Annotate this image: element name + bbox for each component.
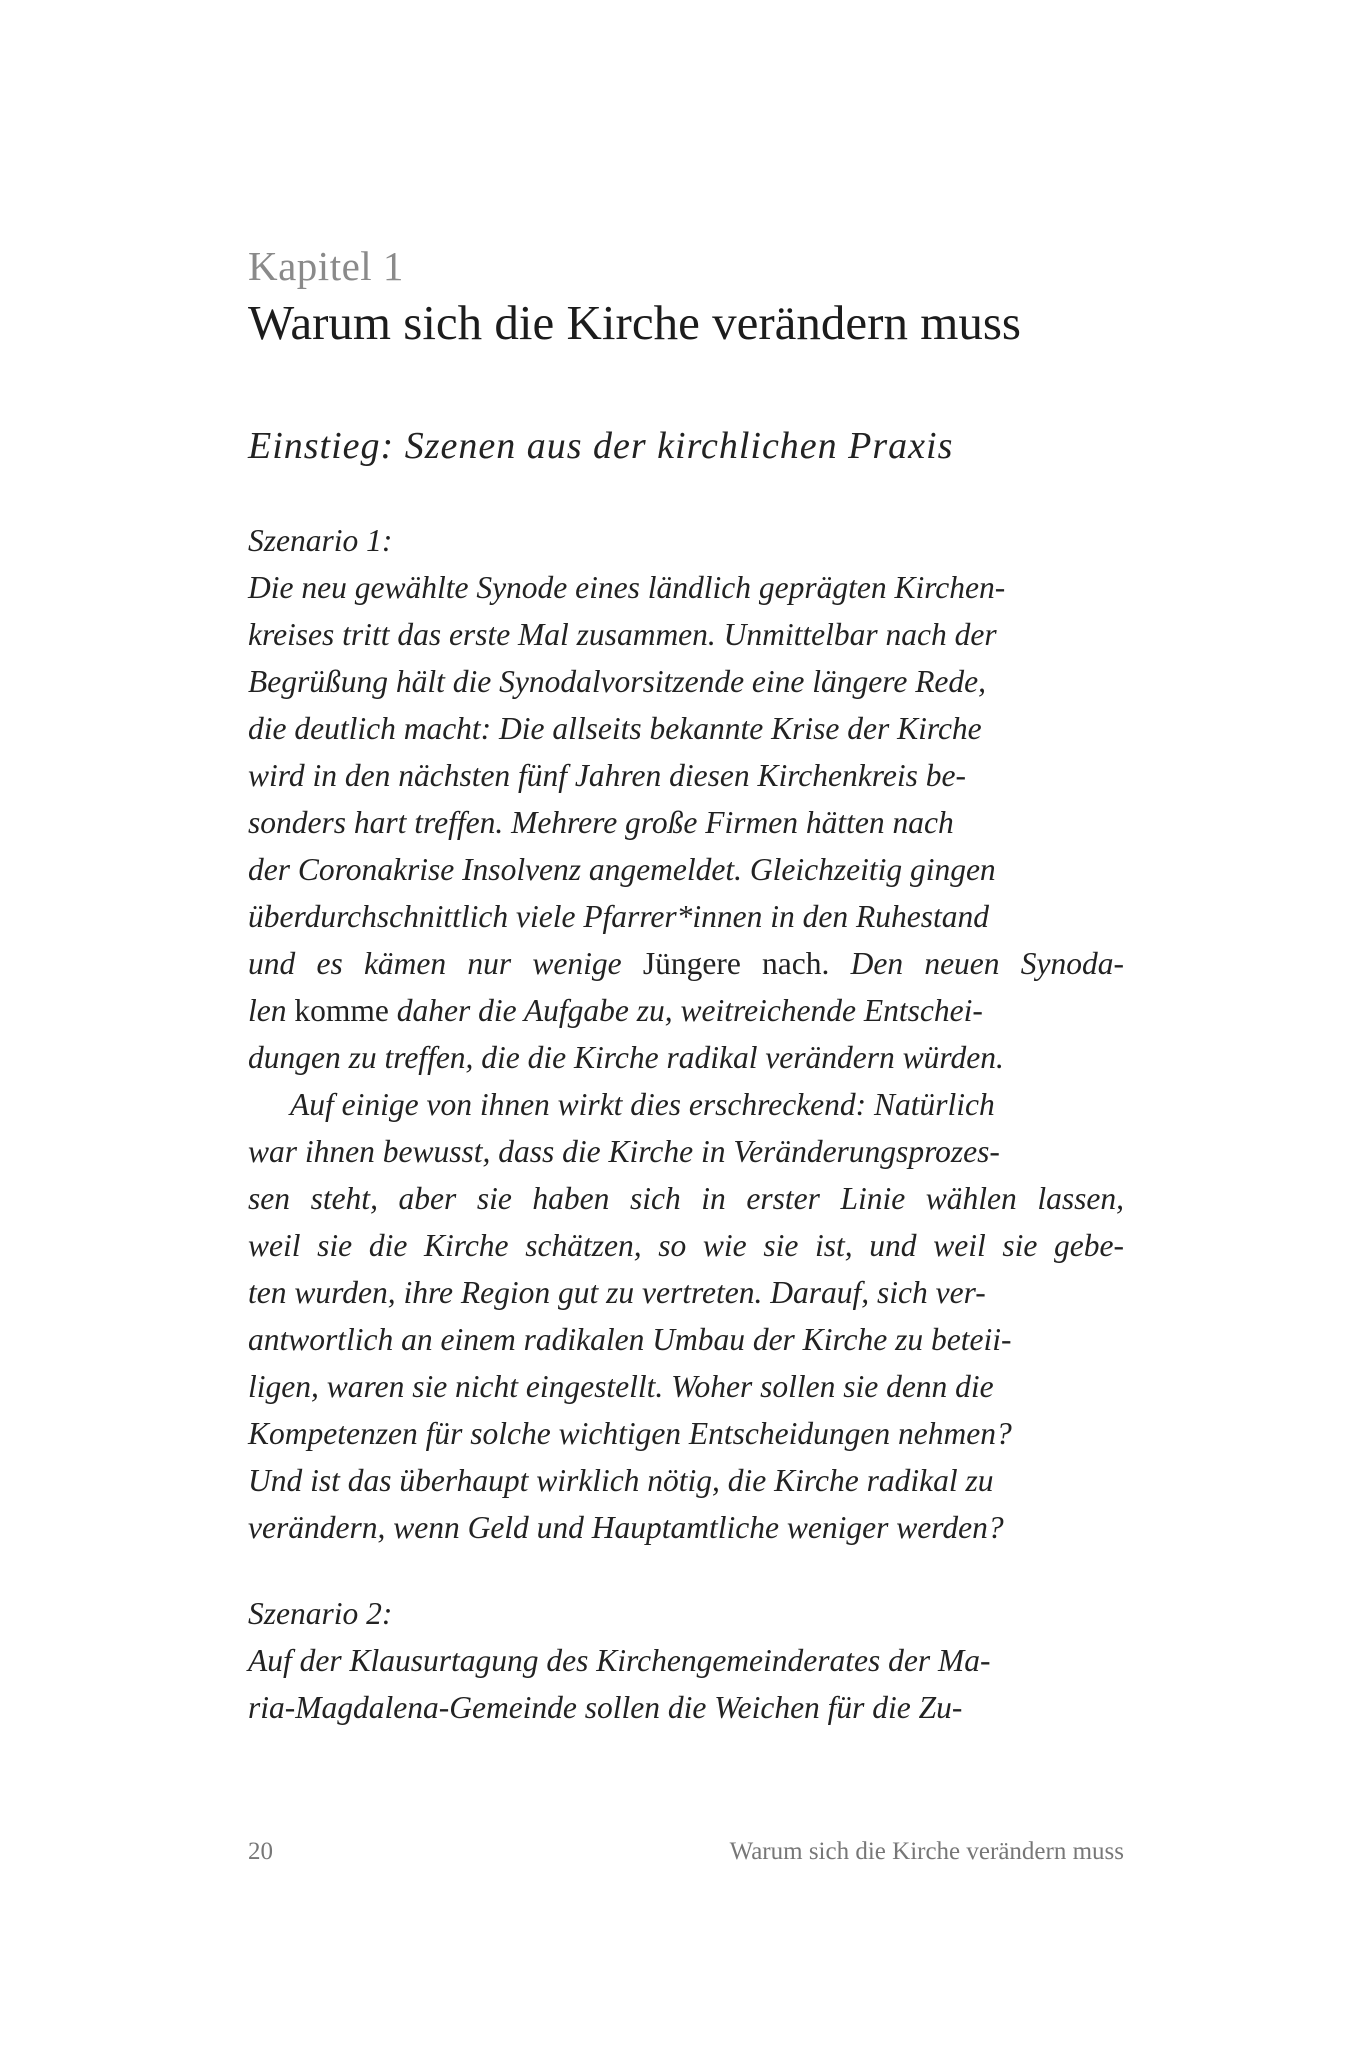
body-line: sen steht, aber sie haben sich in erster Linie wählen lassen, (248, 1181, 1124, 1216)
body-line: ligen, waren sie nicht eingestellt. Woher sollen sie denn die (248, 1369, 994, 1404)
body-line: die deutlich macht: Die allseits bekannte Krise der Kirche (248, 711, 982, 746)
body-line: ten wurden, ihre Region gut zu vertreten. Darauf, sich ver- (248, 1275, 986, 1310)
body-line: Begrüßung hält die Synodalvorsitzende eine längere Rede, (248, 664, 987, 699)
section-heading: Einstieg: Szenen aus der kirchlichen Praxis (248, 425, 954, 467)
body-line: überdurchschnittlich viele Pfarrer*innen in den Ruhestand (248, 899, 989, 934)
scenario-2 (248, 1590, 1124, 1731)
body-line: Auf der Klausurtagung des Kirchengemeinderates der Ma- (248, 1643, 991, 1678)
body-line: Und ist das überhaupt wirklich nötig, die Kirche radikal zu (248, 1463, 994, 1498)
running-title: Warum sich die Kirche verändern muss (729, 1838, 1124, 1865)
body-line: dungen zu treffen, die die Kirche radikal verändern würden. (248, 1040, 1004, 1075)
body-line-mixed: len komme daher die Aufgabe zu, weitreichende Entschei- (248, 993, 983, 1028)
chapter-title: Warum sich die Kirche verändern muss (248, 295, 1021, 350)
body-line: der Coronakrise Insolvenz angemeldet. Gleichzeitig gingen (248, 852, 996, 887)
scenario-1 (248, 517, 1124, 1551)
body-line: antwortlich an einem radikalen Umbau der Kirche zu beteii- (248, 1322, 1012, 1357)
body-line: Die neu gewählte Synode eines ländlich geprägten Kirchen- (248, 570, 1006, 605)
body-line: kreises tritt das erste Mal zusammen. Unmittelbar nach der (248, 617, 997, 652)
body-line-mixed: und es kämen nur wenige Jüngere nach. Den neuen Synoda- (248, 946, 1124, 981)
body-line: ria-Magdalena-Gemeinde sollen die Weichen für die Zu- (248, 1690, 963, 1725)
body-line: wird in den nächsten fünf Jahren diesen Kirchenkreis be- (248, 758, 966, 793)
chapter-label: Kapitel 1 (248, 243, 404, 289)
body-line: war ihnen bewusst, dass die Kirche in Veränderungsprozes- (248, 1134, 1000, 1169)
body-line: Kompetenzen für solche wichtigen Entscheidungen nehmen? (248, 1416, 1012, 1451)
scenario-label: Szenario 2: (248, 1596, 393, 1631)
paragraph-first-line: Auf einige von ihnen wirkt dies erschreckend: Natürlich (290, 1087, 995, 1122)
body-line: weil sie die Kirche schätzen, so wie sie ist, und weil sie gebe- (248, 1228, 1124, 1263)
scenario-label: Szenario 1: (248, 523, 393, 558)
body-line: verändern, wenn Geld und Hauptamtliche weniger werden? (248, 1510, 1004, 1545)
body-line: sonders hart treffen. Mehrere große Firmen hätten nach (248, 805, 954, 840)
page-number: 20 (248, 1838, 273, 1865)
